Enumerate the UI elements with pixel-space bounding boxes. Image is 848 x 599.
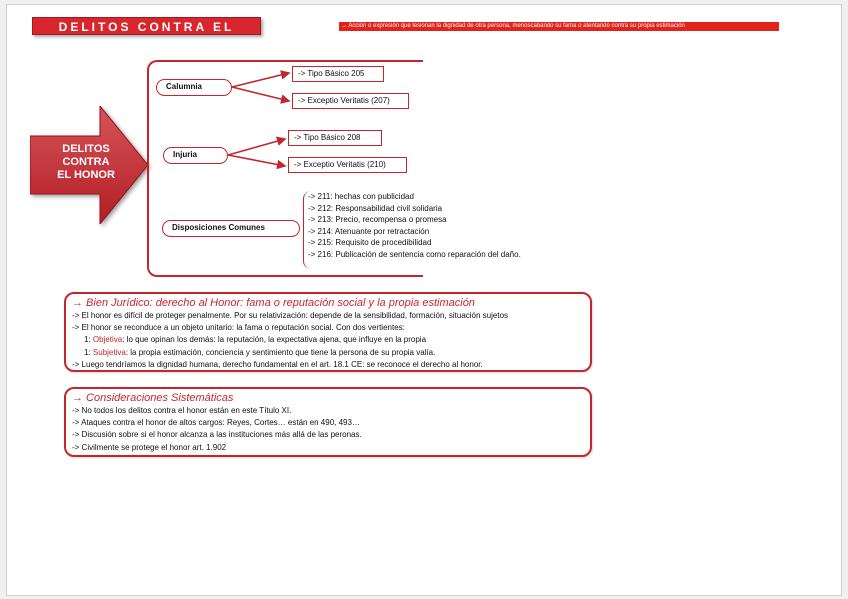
definition-banner: → Acción o expresión que lesionan la dignidad de otra persona, menoscabando su fama o atentando contra su propia estimación [339, 22, 779, 31]
arrow-label-line1: DELITOS [62, 143, 110, 155]
objetiva-prefix: 1: [84, 335, 93, 345]
branch-calumnia: Calumnia [156, 79, 232, 96]
calumnia-tipo-basico: -> Tipo Básico 205 [292, 66, 384, 82]
objetiva-label: Objetiva [92, 335, 123, 345]
list-item: -> 212: Responsabilidad civil solidaria [308, 203, 443, 213]
injuria-exceptio-veritatis: -> Exceptio Veritatis (210) [288, 157, 407, 173]
list-item: -> 215: Requisito de procedibilidad [308, 238, 432, 247]
arrow-label [40, 143, 132, 182]
subjetiva-text: : la propia estimación, conciencia y sentimiento que tiene la persona de su propia valía. [125, 347, 436, 357]
consideraciones-line: -> Discusión sobre si el honor alcanza a las instituciones más allá de las peronas. [72, 430, 362, 440]
bien-juridico-panel [64, 292, 592, 372]
list-item: -> 211: hechas con publicidad [308, 192, 414, 201]
arrow-label-line2: CONTRA [62, 156, 110, 168]
subjetiva-label: Subjetiva [92, 347, 126, 357]
objetiva-text: : lo que opinan los demás: la reputación, la expectativa ajena, que influye en la propia [122, 335, 427, 345]
bien-juridico-line: -> El honor se reconduce a un objeto unitario: la fama o reputación social. Con dos vertientes: [72, 323, 405, 333]
injuria-tipo-basico: -> Tipo Básico 208 [288, 130, 382, 146]
calumnia-exceptio-veritatis: -> Exceptio Veritatis (207) [292, 93, 409, 109]
list-item: -> 216: Publicación de sentencia como reparación del daño. [308, 249, 521, 259]
consideraciones-line: -> Civilmente se protege el honor art. 1.902 [72, 442, 227, 452]
branch-injuria: Injuria [163, 147, 228, 164]
page-title: DELITOS CONTRA EL HONOR [32, 17, 261, 35]
bien-juridico-line: -> El honor es difícil de proteger penalmente. Por su relativización: depende de la sensibilidad, formación, situación sujetos [72, 311, 509, 320]
consideraciones-line: -> Ataques contra el honor de altos cargos: Reyes, Cortes… están en 490, 493… [72, 418, 360, 428]
bien-juridico-line: -> Luego tendríamos la dignidad humana, derecho fundamental en el art. 18.1 CE: se reconoce el derecho al honor. [72, 359, 483, 369]
objetiva-line [72, 334, 584, 346]
subjetiva-line [72, 347, 584, 359]
list-item: -> 214: Atenuante por retractación [308, 226, 430, 236]
consideraciones-title: → Consideraciones Sistemáticas [72, 392, 234, 404]
disposiciones-list [303, 191, 563, 269]
consideraciones-line: -> No todos los delitos contra el honor están en este Título XI. [72, 406, 292, 415]
consideraciones-panel [64, 387, 592, 457]
branch-disposiciones-comunes: Disposiciones Comunes [162, 220, 300, 237]
arrow-label-line3: EL HONOR [57, 169, 115, 181]
subjetiva-prefix: 1: [84, 347, 93, 357]
bien-juridico-title: → Bien Jurídico: derecho al Honor: fama o reputación social y la propia estimación [72, 297, 475, 309]
list-item: -> 213: Precio, recompensa o promesa [308, 215, 447, 224]
